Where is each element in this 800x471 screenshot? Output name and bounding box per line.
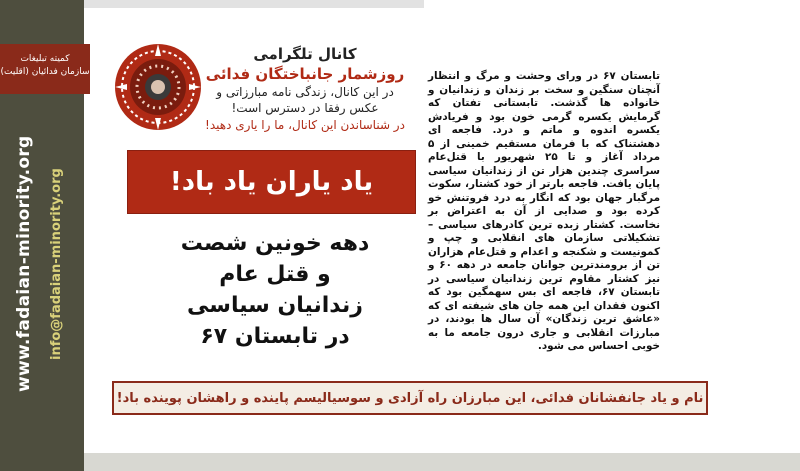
decade-heading — [130, 228, 420, 352]
telegram-channel-info — [200, 44, 410, 134]
decade-line1: دهه خونین شصت — [180, 231, 370, 256]
committee-line1: کمیته تبلیغات — [20, 54, 70, 64]
channel-name: روزشمار جانباختگان فدائی — [205, 65, 405, 83]
channel-call-to-action: در شناساندن این کانال، ما را یاری دهید! — [205, 118, 405, 132]
bottom-slogan: نام و یاد جانفشانان فدائی، این مبارزان راه آزادی و سوسیالیسم پاینده و راهشان پوینده باد! — [112, 381, 708, 415]
channel-title: کانال تلگرامی — [253, 45, 357, 63]
rosette-logo-icon — [113, 42, 203, 132]
remembrance-banner: یاد یاران یاد باد! — [127, 150, 416, 214]
sidebar-vertical-text — [0, 120, 84, 420]
channel-desc-line2: عکس رفقا در دسترس است! — [231, 101, 379, 115]
channel-desc-line1: در این کانال، زندگی نامه مبارزاتی و — [216, 85, 394, 99]
decade-line4: در تابستان ۶۷ — [200, 324, 350, 349]
email-link[interactable]: info@fadaian-minority.org — [49, 168, 64, 360]
committee-line2: سازمان فدائیان (اقلیت) — [0, 67, 90, 77]
article-text: تابستان ۶۷ در ورای وحشت و مرگ و انتظار آنچنان سنگین و سخت بر زندان و زندانیان و خانواده ها گذشت. تابستانی تفتان که گرمایش یکسره گرمی خون بود و فریادش یکسره اندوه و ماتم و درد. فاجعه ای دهشتناک که با فرمان مستقیم خمینی از ۵ مرداد آغاز و تا ۲۵ شهریور با قتل‌عام سراسری چندین هزار تن از زندانیان سیاسی پایان یافت. فاجعه بارتر از خود کشتار، سکوت مرگبار جهان بود که انگار به درد فروتنش خو کرده بود و صدایی از آن به اعتراض بر نخاست. کشتار زبده ترین کادرهای سیاسی – تشکیلاتی سازمان های انقلابی و چپ و کمونیست و شکنجه و اعدام و قتل‌عام هزاران تن از برومندترین جوانان جامعه در دهه ۶۰ و نیز کشتار مقاوم ترین زندانیان سیاسی در تابستان ۶۷، فاجعه ای بس سهمگین بود که اکنون فقدان این همه جان های شیفته ای که «عاشق ترین زندگان» آن سال ها بودند، در مبارزات انقلابی و جاری درون جامعه ما به خوبی احساس می شود. — [428, 70, 660, 352]
website-link[interactable]: www.fadaian-minority.org — [14, 135, 34, 392]
decade-line2: و قتل عام — [219, 262, 331, 287]
footer-band — [84, 453, 800, 471]
top-band — [84, 0, 424, 8]
decade-line3: زندانیان سیاسی — [187, 293, 363, 318]
committee-label — [0, 44, 90, 94]
